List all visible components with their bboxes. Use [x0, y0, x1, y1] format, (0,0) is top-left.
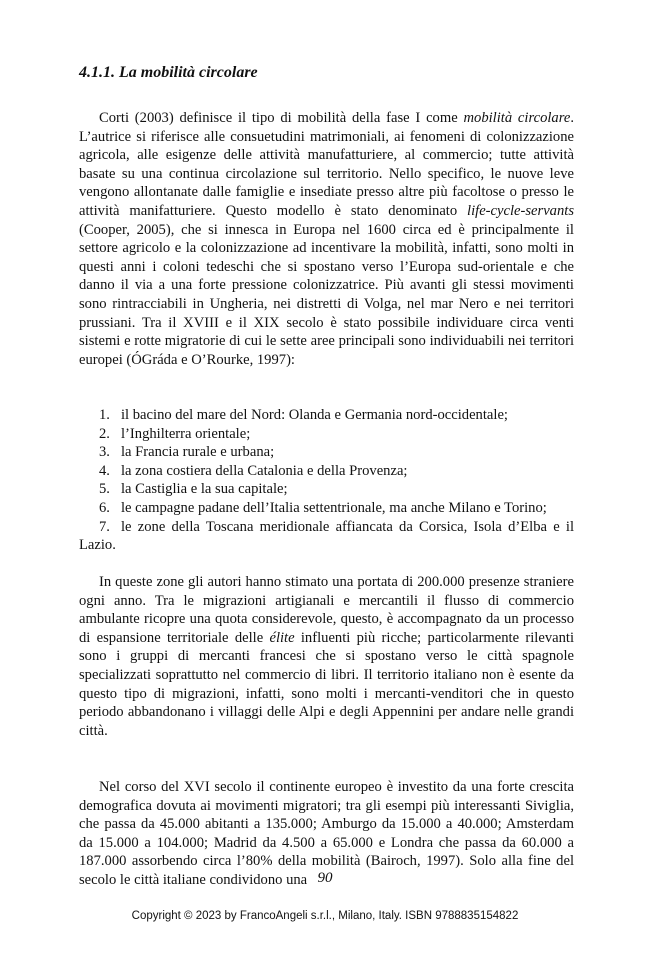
migration-areas-list — [79, 406, 574, 555]
list-item-text: la zona costiera della Catalonia e della Provenza; — [121, 462, 408, 479]
list-item-number: 2. — [99, 425, 110, 442]
p2-text-a: In queste zone gli autori hanno stimato una portata di 200.000 presenze straniere ogni anno. Tra le migrazioni artigianali e mercantili il flusso di commercio ambulante ricopre una quota considerevole, questo, è accompagnato da un processo di espansione territoriale delle — [79, 574, 574, 646]
page-number: 90 — [317, 870, 333, 886]
list-item — [79, 406, 574, 425]
copyright-notice: Copyright © 2023 by FrancoAngeli s.r.l., Milano, Italy. ISBN 9788835154822 — [131, 910, 519, 922]
list-item-text: le zone della Toscana meridionale affiancata da Corsica, Isola d’Elba e il Lazio. — [79, 518, 574, 554]
paragraph-mobilita-circolare — [79, 109, 574, 369]
list-item — [79, 462, 574, 481]
p1-text-c: (Cooper, 2005), che si innesca in Europa nel 1600 circa ed è principalmente il settore agricolo e la colonizzazione ad incentivare la mobilità, infatti, sono molti in questi anni i coloni tedeschi che si spostano verso l’Europa sud-orientale e che danno il via a una forte pressione colonizzatrice. Più avanti gli stessi movimenti sono rintracciabili in Ungheria, nei distretti di Volga, nel mar Nero e nei territori prussiani. Tra il XVIII e il XIX secolo è stato possibile individuare circa venti sistemi e rotte migratorie di cui le sette aree principali sono individuabili nei territori europei (ÓGráda e O’Rourke, 1997): — [79, 221, 574, 368]
list-item — [79, 480, 574, 499]
list-item-number: 7. — [99, 518, 110, 535]
list-item-number: 3. — [99, 444, 110, 461]
section-heading: 4.1.1. La mobilità circolare — [79, 64, 258, 81]
list-item — [79, 518, 574, 555]
list-item-number: 6. — [99, 499, 110, 516]
list-item-number: 5. — [99, 481, 110, 498]
list-item-number: 1. — [99, 407, 110, 423]
p2-term-elite: élite — [269, 629, 295, 646]
list-item — [79, 443, 574, 462]
p1-term-mobilita-circolare: mobilità circolare — [463, 110, 571, 126]
paragraph-crescita-demografica: Nel corso del XVI secolo il continente europeo è investito da una forte crescita demografica dovuta ai movimenti migratori; tra gli esempi più interessanti Siviglia, che passa da 45.000 abitanti a 135.000; Amburgo da 15.000 a 40.000; Amsterdam da 15.000 a 104.000; Madrid da 4.500 a 65.000 e Londra che passa da 60.000 a 187.000 assorbendo circa l’80% della mobilità (Bairoch, 1997). Solo alla fine del secolo le città italiane condividono una — [79, 779, 574, 888]
list-item-number: 4. — [99, 462, 110, 479]
list-item-text: la Francia rurale e urbana; — [121, 444, 275, 461]
list-item — [79, 499, 574, 518]
list-item — [79, 425, 574, 444]
p2-text-b: influenti più ricche; particolarmente rilevanti sono i gruppi di mercanti francesi che si spostano verso le città spagnole specializzati soprattutto nel commercio di libri. Il territorio italiano non è esente da questo tipo di migrazioni, infatti, sono molti i mercanti-venditori che in questo periodo abbandonano i villaggi delle Alpi e degli Appennini per andare nelle grandi città. — [79, 629, 574, 739]
list-item-text: il bacino del mare del Nord: Olanda e Germania nord-occidentale; — [121, 407, 508, 423]
list-item-text: l’Inghilterra orientale; — [121, 425, 251, 442]
list-item-text: le campagne padane dell’Italia settentrionale, ma anche Milano e Torino; — [121, 499, 547, 516]
p1-text-b: . L’autrice si riferisce alle consuetudini matrimoniali, ai fenomeni di colonizzazione agricola, alle esigenze delle attività manufatturiere, al commercio; tutte attività basate su una continua circolazione sul territorio. Nello specifico, le nuove leve vengono allontanate dalle famiglie e insediate presso altre più facoltose o presso le attività manifatturiere. Questo modello è stato denominato — [79, 110, 574, 219]
p1-term-life-cycle-servants: life-cycle-servants — [467, 202, 574, 219]
paragraph-migrazioni-mercantili — [79, 573, 574, 740]
list-item-text: la Castiglia e la sua capitale; — [121, 481, 288, 498]
p1-text-a: Corti (2003) definisce il tipo di mobilità della fase I come — [99, 110, 464, 126]
